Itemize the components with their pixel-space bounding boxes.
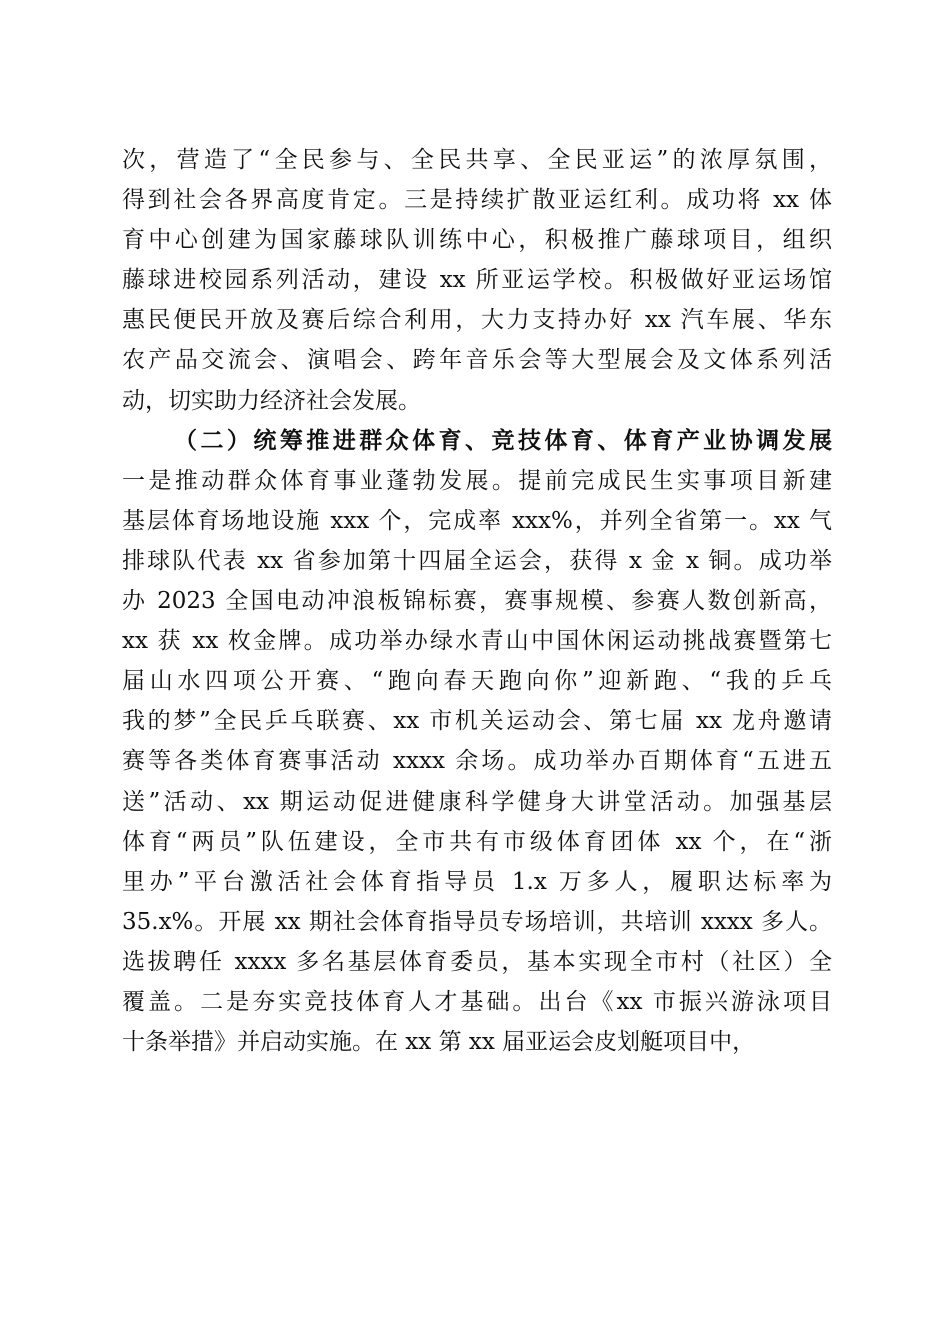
text-line: 体育“两员”队伍建设，全市共有市级体育团体 xx 个，在“浙 [122,828,832,855]
text-line: 覆盖。二是夯实竞技体育人才基础。出台《xx 市振兴游泳项目 [122,988,832,1015]
text-line: 里办”平台激活社会体育指导员 1.x 万多人，履职达标率为 [122,868,832,895]
text-line: 农产品交流会、演唱会、跨年音乐会等大型展会及文体系列活 [122,347,832,374]
text-line: 藤球进校园系列活动，建设 xx 所亚运学校。积极做好亚运场馆 [122,267,832,294]
text-line: 动，切实助力经济社会发展。 [122,387,421,414]
text-line: 基层体育场地设施 xxx 个，完成率 xxx%，并列全省第一。xx 气 [122,507,832,534]
text-line: 送”活动、xx 期运动促进健康科学健身大讲堂活动。加强基层 [122,788,832,815]
text-line: 赛等各类体育赛事活动 xxxx 余场。成功举办百期体育“五进五 [122,748,832,775]
text-line: 育中心创建为国家藤球队训练中心，积极推广藤球项目，组织 [122,227,832,254]
text-line: xx 获 xx 枚金牌。成功举办绿水青山中国休闲运动挑战赛暨第七 [122,628,832,655]
text-line: 届山水四项公开赛、“跑向春天跑向你”迎新跑、“我的乒乓 [122,668,832,695]
text-line: 得到社会各界高度肯定。三是持续扩散亚运红利。成功将 xx 体 [122,187,832,214]
text-line: 选拔聘任 xxxx 多名基层体育委员，基本实现全市村（社区）全 [122,948,832,975]
text-line: 排球队代表 xx 省参加第十四届全运会，获得 x 金 x 铜。成功举 [122,547,832,574]
text-line: 十条举措》并启动实施。在 xx 第 xx 届亚运会皮划艇项目中， [122,1029,756,1056]
text-line: 惠民便民开放及赛后综合利用，大力支持办好 xx 汽车展、华东 [122,307,832,334]
section-heading: （二）统筹推进群众体育、竞技体育、体育产业协调发展 [174,426,832,454]
text-line: 35.x%。开展 xx 期社会体育指导员专场培训，共培训 xxxx 多人。 [122,908,832,935]
body-text [122,140,832,1062]
text-line: 我的梦”全民乒乓联赛、xx 市机关运动会、第七届 xx 龙舟邀请 [122,708,832,735]
text-line: 一是推动群众体育事业蓬勃发展。提前完成民生实事项目新建 [122,467,832,494]
text-line: 办 2023 全国电动冲浪板锦标赛，赛事规模、参赛人数创新高， [122,588,832,615]
text-line: 次，营造了“全民参与、全民共享、全民亚运”的浓厚氛围， [122,147,832,173]
